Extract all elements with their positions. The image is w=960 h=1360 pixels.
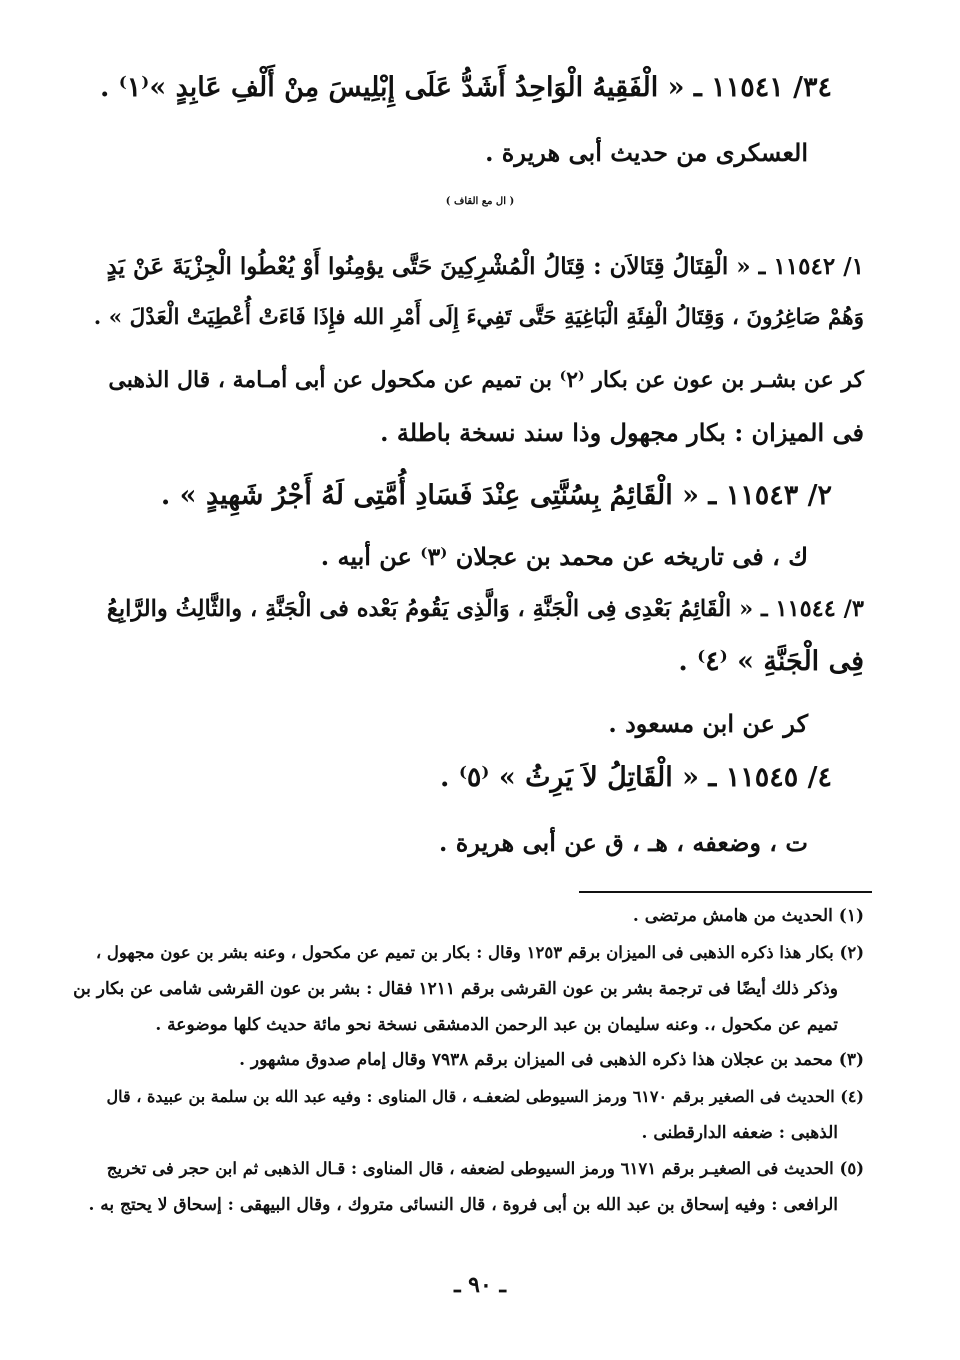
footnote-3: (٣) محمد بن عجلان هذا ذكره الذهبى فى الميزان برقم ٧٩٣٨ وقال إمام صدوق مشهور .	[239, 1050, 864, 1070]
hadith-11544-line2: فِى الْجَنَّةِ » ⁽٤⁾ .	[678, 646, 864, 677]
hadith-11541: ٣٤/ ١١٥٤١ ـ « الْفَقِيهُ الْوَاحِدُ أَشَدُّ عَلَى إِبْلِيسَ مِنْ أَلْفِ عَابِدٍ »⁽١⁾ .	[99, 72, 832, 103]
source-11542-line1: كر عن بشـر بن عون عن بكار ⁽٢⁾ بن تميم عن مكحول عن أبى أمـامة ، قال الذهبى	[108, 367, 864, 393]
page-number: ـ ٩٠ ـ	[454, 1272, 506, 1298]
footnote-5-line1: (٥) الحديث فى الصغيـر برقم ٦١٧١ ورمز السيوطى لضعفه ، قال المناوى : قـال الذهبى ثم ابن حجر فى تخريج	[106, 1159, 864, 1178]
footnote-4-line2: الذهبى : ضعفه الدارقطنى .	[641, 1123, 838, 1143]
hadith-11542-line2: وَهُمْ صَاغِرُونَ ، وَقِتَالُ الْفِئَةِ الْبَاغِيَةِ حَتَّى تَفِيءَ إِلَى أَمْرِ الله فإِذَا فَاءَتْ أُعْطِيَتْ الْعَدْلَ » .	[93, 305, 864, 330]
footnote-2-line2: وذكر ذلك أيضًا فى ترجمة بشر بن عون القرشى برقم ١٢١١ فقال : بشر بن عون القرشى شامى عن بكار بن	[73, 979, 838, 999]
footnote-1: (١) الحديث من هامش مرتضى .	[632, 906, 864, 926]
footnote-2-line3: تميم عن مكحول ،. وعنه سليمان بن عبد الرحمن الدمشقى نسخة نحو مائة حديث كلها موضوعة .	[155, 1015, 838, 1035]
section-heading: ( ال مع القاف )	[445, 196, 515, 207]
hadith-11542-line1: ١/ ١١٥٤٢ ـ « الْقِتَالُ قِتَالاَن : قِتَالُ الْمُشْرِكِينَ حَتَّى يؤمِنُوا أَوْ يُعْطُوا الْجِزْيَةَ عَنْ يَدٍ	[106, 253, 864, 280]
hadith-11544-line1: ٣/ ١١٥٤٤ ـ « الْقَائِمُ بَعْدِى فِى الْجَنَّةِ ، وَالَّذِى يَقُومُ بَعْده فى الْجَنَّةِ ، والثَّالِثُ والرَّابِعُ	[106, 596, 864, 622]
source-11543: ك ، فى تاريخه عن محمد بن عجلان ⁽٣⁾ عن أبيه .	[320, 542, 808, 571]
hadith-11545: ٤/ ١١٥٤٥ ـ « الْقَاتِلُ لاَ يَرِثُ » ⁽٥⁾ .	[440, 762, 832, 793]
footnote-5-line2: الرافعى : وفيه إسحاق بن عبد الله بن أبى فروة ، قال النسائى متروك ، وقال البيهقى : إسحاق لا يحتج به .	[88, 1195, 838, 1215]
source-11545: ت ، وضعفه ، هـ ، ق عن أبى هريرة .	[439, 828, 808, 857]
footnote-4-line1: (٤) الحديث فى الصغير برقم ٦١٧٠ ورمز السيوطى لضعفـه ، قال المناوى : وفيه عبد الله بن سلمة بن عبيدة ، قال	[106, 1087, 864, 1106]
footnote-2-line1: (٢) بكار هذا ذكره الذهبى فى الميزان برقم ١٢٥٣ وقال : بكار بن تميم عن مكحول ، وعنه بشر بن عون مجهول ،	[95, 943, 864, 962]
source-11544: كر عن ابن مسعود .	[608, 709, 808, 738]
source-11542-line2: فى الميزان : بكار مجهول وذا سند نسخة باطلة .	[380, 418, 864, 447]
source-11541: العسكرى من حديث أبى هريرة .	[485, 138, 808, 167]
hadith-11543: ٢/ ١١٥٤٣ ـ « الْقَائِمُ بِسُنَّتِى عِنْدَ فَسَادِ أُمَّتِى لَهُ أَجْرُ شَهِيدٍ » .	[160, 480, 832, 511]
footnote-separator	[579, 891, 872, 893]
